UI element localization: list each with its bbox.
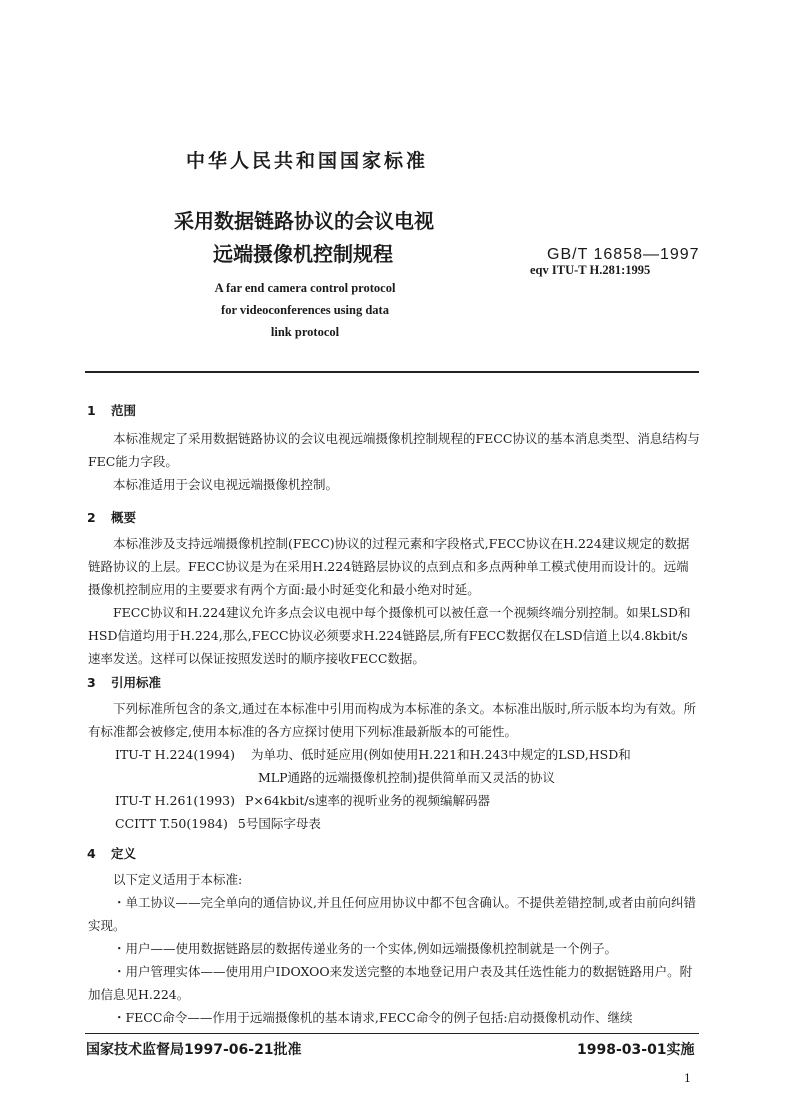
section-number: 4 (87, 846, 96, 861)
section-heading-4 (87, 844, 136, 862)
paragraph: 本标准适用于会议电视远端摄像机控制。 (113, 477, 339, 492)
definition-item: ・用户——使用数据链路层的数据传递业务的一个实体,例如远端摄像机控制就是一个例子。 (113, 941, 617, 956)
document-title-line1: 采用数据链路协议的会议电视 (174, 209, 434, 233)
paragraph: FECC协议和H.224建议允许多点会议电视中每个摄像机可以被任意一个视频终端分别控制。如果LSD和HSD信道均用于H.224,那么,FECC协议必须要求H.224链路层,所有FECC数据仅在LSD信道上以4.8kbit/s速率发送。这样可以保证按照发送时的顺序接收FECC数据。 (88, 605, 691, 666)
standard-code: GB/T 16858—1997 (547, 246, 700, 263)
reference-description-continued: MLP通路的远端摄像机控制)提供简单而又灵活的协议 (258, 770, 555, 785)
reference-description: P×64kbit/s速率的视听业务的视频编解码器 (244, 793, 490, 808)
page-number: 1 (684, 1072, 691, 1085)
document-title-line2: 远端摄像机控制规程 (213, 242, 393, 266)
section-heading-1 (87, 401, 136, 419)
section-heading-2 (87, 508, 136, 526)
english-title-line: A far end camera control protocol (214, 281, 396, 295)
reference-item (115, 789, 490, 812)
approval-date: 国家技术监督局1997-06-21批准 (86, 1042, 302, 1058)
section-number: 1 (87, 403, 96, 418)
section-heading-3 (87, 673, 161, 691)
implementation-date: 1998-03-01实施 (577, 1042, 695, 1058)
section-title: 定义 (111, 846, 137, 861)
reference-code: CCITT T.50(1984) (115, 816, 228, 831)
reference-code: ITU-T H.224(1994) (115, 747, 235, 762)
english-title (180, 277, 430, 343)
paragraph: 本标准规定了采用数据链路协议的会议电视远端摄像机控制规程的FECC协议的基本消息类型、消息结构与FEC能力字段。 (88, 431, 700, 469)
reference-description: 为单功、低时延应用(例如使用H.221和H.243中规定的LSD,HSD和 (250, 747, 631, 762)
paragraph: 下列标准所包含的条文,通过在本标准中引用而构成为本标准的条文。本标准出版时,所示版本均为有效。所有标准都会被修定,使用本标准的各方应探讨使用下列标准最新版本的可能性。 (88, 701, 696, 739)
section-title: 引用标准 (111, 675, 162, 690)
definition-item: ・用户管理实体——使用用户IDOXOO来发送完整的本地登记用户表及其任选性能力的数据链路用户。附加信息见H.224。 (88, 964, 693, 1002)
reference-item (115, 812, 321, 835)
section-title: 概要 (111, 510, 137, 525)
reference-code: ITU-T H.261(1993) (115, 793, 235, 808)
paragraph: 本标准涉及支持远端摄像机控制(FECC)协议的过程元素和字段格式,FECC协议在H.224建议规定的数据链路协议的上层。FECC协议是为在采用H.224链路层协议的点到点和多点两种单工模式使用而设计的。远端摄像机控制应用的主要要求有两个方面:最小时延变化和最小绝对时延。 (88, 536, 690, 597)
english-title-line: for videoconferences using data (221, 303, 389, 317)
reference-description: 5号国际字母表 (237, 816, 321, 831)
standard-equivalence: eqv ITU-T H.281:1995 (530, 263, 651, 277)
section-number: 3 (87, 675, 96, 690)
section-title: 范围 (111, 403, 137, 418)
reference-item (115, 743, 705, 766)
english-title-line: link protocol (270, 325, 340, 339)
definition-item: ・单工协议——完全单向的通信协议,并且任何应用协议中都不包含确认。不提供差错控制,或者由前向纠错实现。 (88, 895, 696, 933)
section-number: 2 (87, 510, 96, 525)
footer-rule (85, 1033, 699, 1034)
paragraph: 以下定义适用于本标准: (113, 872, 243, 887)
definition-item: ・FECC命令——作用于远端摄像机的基本请求,FECC命令的例子包括:启动摄像机动作、继续 (113, 1010, 633, 1025)
header-rule (85, 371, 699, 373)
national-standard-heading: 中华人民共和国国家标准 (186, 150, 429, 172)
